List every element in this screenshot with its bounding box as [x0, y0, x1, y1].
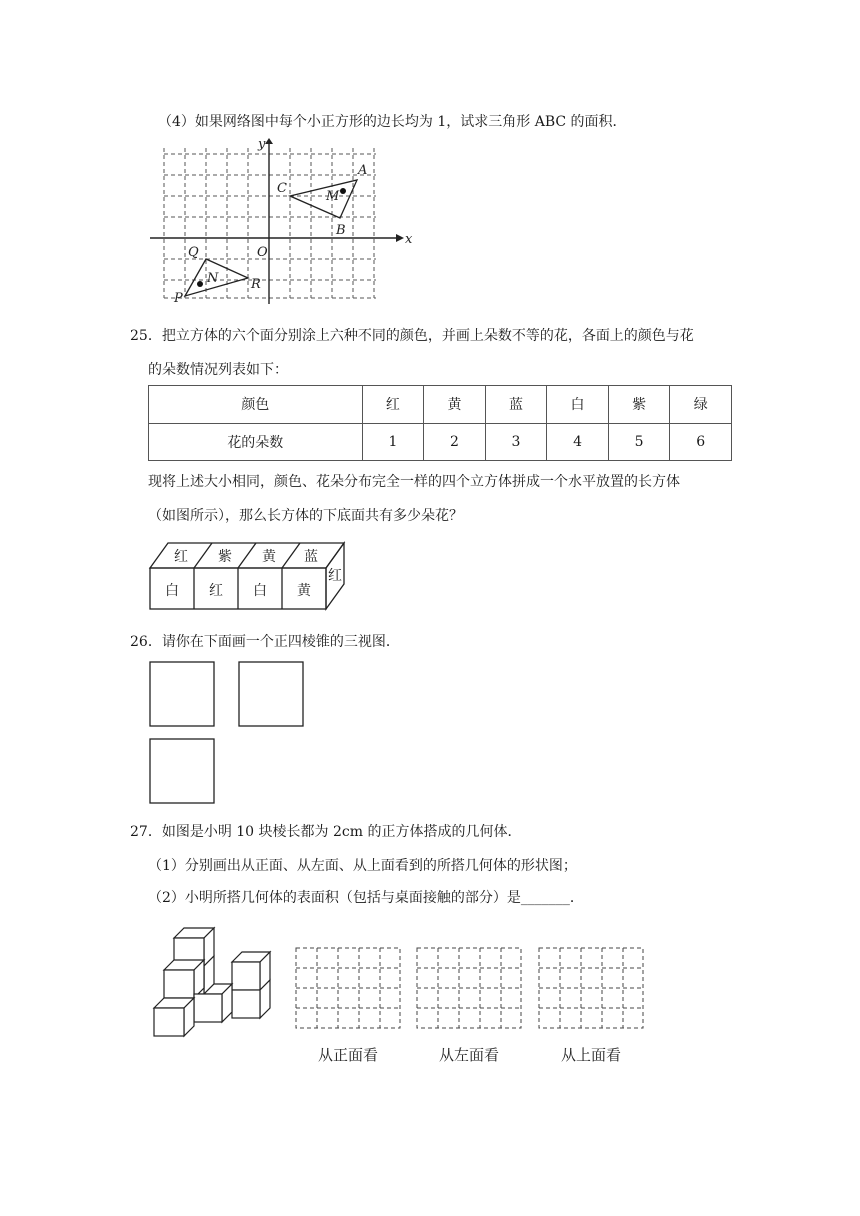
svg-text:A: A: [358, 163, 368, 178]
svg-text:O: O: [257, 245, 268, 260]
svg-text:R: R: [251, 277, 261, 292]
q27-part1: （1）分别画出从正面、从左面、从上面看到的所搭几何体的形状图；: [148, 858, 577, 874]
table-cell: 绿: [670, 386, 732, 424]
table-cell: 红: [362, 386, 424, 424]
coordinate-grid-figure: [150, 137, 413, 306]
svg-text:P: P: [174, 291, 183, 306]
table-cell: 3: [485, 423, 547, 461]
table-header-row: [149, 386, 732, 424]
top-face-label: 黄: [262, 549, 276, 565]
front-face-label: 白: [165, 583, 179, 599]
table-cell: 白: [547, 386, 609, 424]
front-view-box: [150, 662, 214, 726]
table-cell: 蓝: [485, 386, 547, 424]
table-cell: 2: [424, 423, 486, 461]
svg-text:N: N: [207, 271, 219, 286]
q25-text-line2: （如图所示），那么长方体的下底面共有多少朵花？: [148, 508, 463, 524]
side-face-label: 红: [328, 568, 342, 584]
table-cell: 紫: [608, 386, 670, 424]
grid-label: 从正面看: [317, 1046, 379, 1064]
side-view-box: [239, 662, 303, 726]
table-cell: 5: [608, 423, 670, 461]
front-face-label: 黄: [297, 583, 311, 599]
table-cell: 黄: [424, 386, 486, 424]
grid-label: 从上面看: [560, 1046, 622, 1064]
top-face-label: 紫: [218, 549, 232, 565]
table-cell: 花的朵数: [149, 423, 363, 461]
top-view-box: [150, 739, 214, 803]
grid-label: 从左面看: [438, 1046, 500, 1064]
top-view-grid: [539, 948, 643, 1028]
q24-part4-text: （4）如果网络图中每个小正方形的边长均为 1，试求三角形 ABC 的面积．: [158, 114, 627, 130]
q26-stem: 26．请你在下面画一个正四棱锥的三视图．: [130, 634, 400, 650]
top-face-label: 蓝: [304, 549, 318, 565]
front-view-grid: [296, 948, 400, 1028]
svg-text:M: M: [326, 189, 340, 204]
q25-stem-line2: 的朵数情况列表如下：: [148, 362, 288, 378]
svg-text:C: C: [277, 181, 287, 196]
table-row: [149, 423, 732, 461]
left-view-grid: [417, 948, 521, 1028]
q25-stem-line1: 25．把立方体的六个面分别涂上六种不同的颜色，并画上朵数不等的花，各面上的颜色与花: [130, 328, 694, 344]
top-face-label: 红: [174, 549, 188, 565]
table-cell: 4: [547, 423, 609, 461]
svg-text:Q: Q: [188, 245, 199, 260]
cuboid-figure: [148, 540, 348, 612]
q25-text-line1: 现将上述大小相同，颜色、花朵分布完全一样的四个立方体拼成一个水平放置的长方体: [148, 474, 680, 490]
front-face-label: 白: [253, 583, 267, 599]
grid-drawing-panels: [292, 944, 652, 1068]
table-cell: 1: [362, 423, 424, 461]
x-axis-label: x: [405, 232, 413, 247]
q27-stem: 27．如图是小明 10 块棱长都为 2cm 的正方体搭成的几何体．: [130, 824, 522, 840]
three-view-boxes: [148, 660, 308, 806]
table-cell: 颜色: [149, 386, 363, 424]
y-axis-label: y: [258, 137, 266, 152]
front-face-label: 红: [209, 583, 223, 599]
color-flower-table: [148, 385, 732, 461]
q27-part2: （2）小明所搭几何体的表面积（包括与桌面接触的部分）是_______．: [148, 890, 584, 906]
svg-text:B: B: [336, 223, 346, 238]
cube-stack-figure: [150, 922, 272, 1040]
triangle-abc: [290, 180, 357, 218]
table-cell: 6: [670, 423, 732, 461]
